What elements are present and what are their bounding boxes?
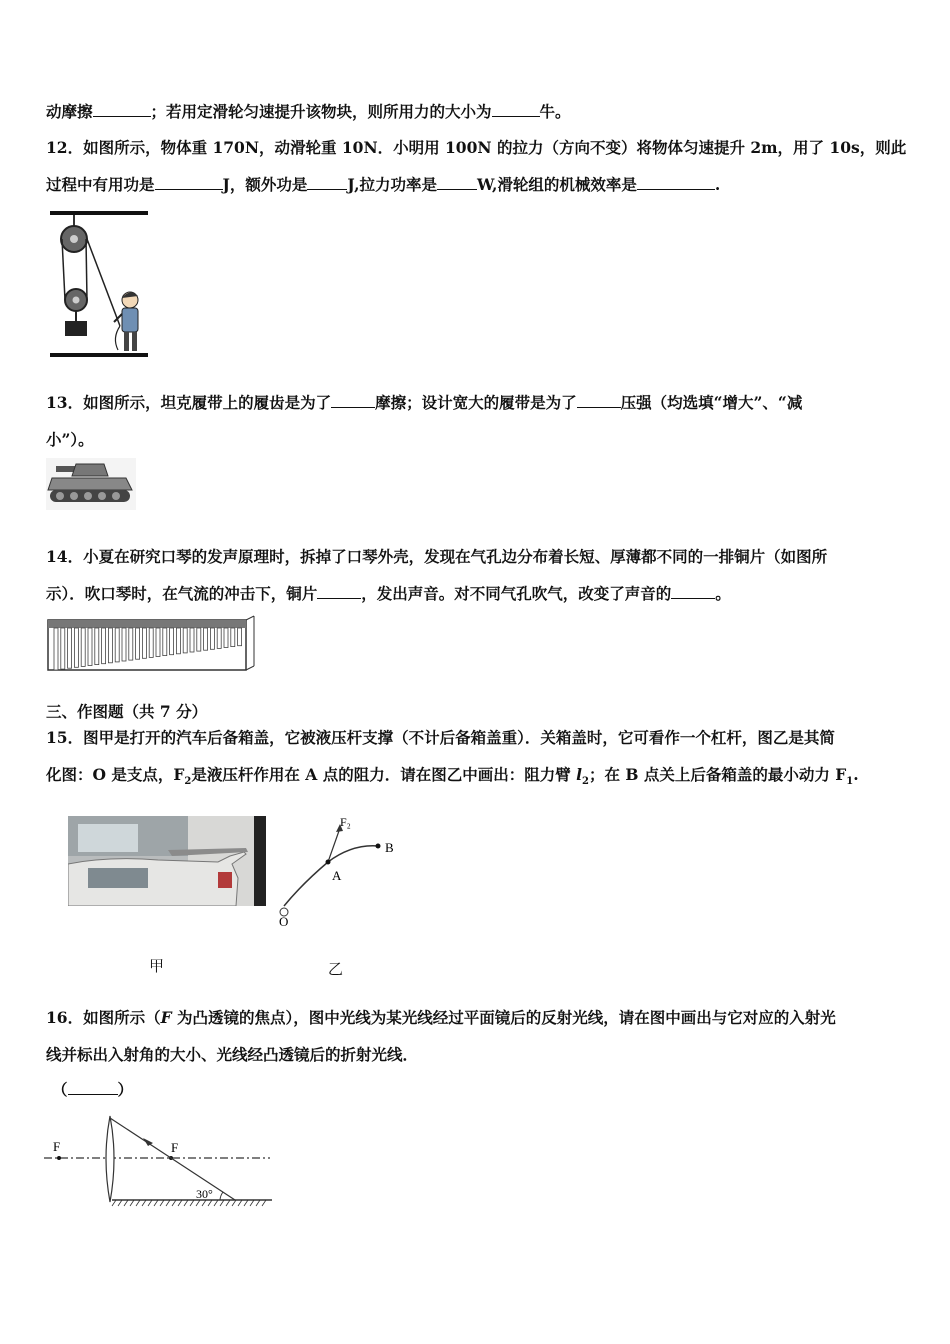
lens-mirror-diagram	[40, 1112, 274, 1208]
hatch-line	[184, 1200, 188, 1206]
q13-text: 13．如图所示，坦克履带上的履齿是为了	[46, 393, 332, 412]
tail-light	[218, 872, 232, 888]
reed	[183, 628, 187, 653]
reed	[238, 628, 242, 646]
q11-tail-line	[46, 102, 571, 122]
q13-line-2: 小”）。	[46, 430, 94, 449]
hatch-line	[148, 1200, 152, 1206]
tank-wheel	[56, 492, 64, 500]
hatch-line	[142, 1200, 146, 1206]
label-a: A	[332, 868, 342, 883]
point-a[interactable]	[326, 860, 331, 865]
answer-blank[interactable]	[307, 175, 347, 190]
convex-lens[interactable]	[106, 1116, 114, 1202]
paren-open: （	[52, 1080, 68, 1099]
hatch-line	[172, 1200, 176, 1206]
q14-text: ，发出声音。对不同气孔吹气，改变了声音的	[361, 584, 672, 603]
reed	[129, 628, 133, 660]
answer-blank[interactable]	[155, 175, 223, 190]
label-f-right: F	[171, 1140, 179, 1155]
hatch-line	[244, 1200, 248, 1206]
answer-blank[interactable]	[93, 102, 151, 117]
q15-text: 是液压杆作用在 A 点的阻力．请在图乙中画出：阻力臂	[191, 765, 577, 784]
reed	[217, 628, 221, 648]
q12-text: 过程中有用功是	[46, 175, 155, 194]
q11-text: 牛。	[539, 102, 571, 121]
reed	[74, 628, 78, 667]
mirror-hatching	[112, 1200, 266, 1206]
car-window	[88, 868, 148, 888]
answer-blank[interactable]	[492, 102, 540, 117]
load-block	[65, 321, 87, 336]
answer-blank[interactable]	[671, 584, 715, 599]
hatch-line	[118, 1200, 122, 1206]
reed	[88, 628, 92, 666]
hatch-line	[166, 1200, 170, 1206]
floor-bar	[50, 353, 148, 357]
q16-answer-slot	[52, 1080, 133, 1100]
caption-jia: 甲	[149, 957, 165, 975]
reed	[170, 628, 174, 655]
angle-arc	[220, 1192, 223, 1200]
answer-blank[interactable]	[437, 175, 477, 190]
label-b: B	[385, 840, 394, 855]
pull-rope	[87, 239, 120, 326]
q15-subscript: 2	[581, 776, 589, 788]
lever-diagram	[272, 810, 402, 930]
rope	[86, 239, 87, 300]
q14-text: 。	[715, 584, 731, 603]
hatch-line	[232, 1200, 236, 1206]
hatch-line	[190, 1200, 194, 1206]
q13-text: 压强（均选填“增大”、“减	[620, 393, 803, 412]
tank-wheel	[84, 492, 92, 500]
reed-group	[54, 628, 242, 670]
q12-line-1: 12．如图所示，物体重 170N，动滑轮重 10N．小明用 100N 的拉力（方向不变）将物体匀速提升 2m，用了 10s，则此	[46, 138, 907, 157]
frame-edge	[246, 616, 254, 620]
hatch-line	[154, 1200, 158, 1206]
hatch-line	[160, 1200, 164, 1206]
q16-line-2: 线并标出入射角的大小、光线经凸透镜后的折射光线．	[46, 1045, 419, 1064]
hatch-line	[256, 1200, 260, 1206]
label-angle: 30°	[196, 1187, 213, 1201]
reed	[61, 628, 65, 669]
q15-italic-l: l	[576, 765, 582, 784]
reed-comb	[48, 620, 246, 628]
reed	[204, 628, 208, 650]
q11-text: ；若用定滑轮匀速提升该物块，则所用力的大小为	[150, 102, 492, 121]
q15-subscript: 1	[846, 776, 854, 788]
hatch-line	[262, 1200, 266, 1206]
frame-edge	[246, 666, 254, 670]
movable-pulley-axle	[73, 297, 80, 304]
hatch-line	[112, 1200, 116, 1206]
answer-blank[interactable]	[331, 393, 375, 408]
hatch-line	[214, 1200, 218, 1206]
q14-line-1: 14．小夏在研究口琴的发声原理时，拆掉了口琴外壳，发现在气孔边分布着长短、厚薄都不同的一排铜片（如图所	[46, 547, 828, 566]
person-leg	[132, 332, 137, 351]
q16-line-1	[46, 1008, 836, 1028]
reed	[149, 628, 153, 657]
dark-edge	[254, 816, 266, 906]
q12-text: J，额外功是	[222, 175, 308, 194]
harmonica-reed-figure	[46, 614, 258, 674]
hatch-line	[250, 1200, 254, 1206]
reed	[197, 628, 201, 651]
q12-text: J,拉力功率是	[347, 175, 437, 194]
paren-close: ）	[117, 1080, 134, 1099]
q14-line-2	[46, 584, 731, 604]
label-f-left: F	[53, 1139, 61, 1154]
rope-end	[115, 326, 120, 350]
answer-blank[interactable]	[577, 393, 621, 408]
tank-wheel	[112, 492, 120, 500]
label-f2: F₂	[340, 815, 351, 829]
hatch-line	[238, 1200, 242, 1206]
q15-line-1: 15．图甲是打开的汽车后备箱盖，它被液压杆支撑（不计后备箱盖重）．关箱盖时，它可看作一个杠杆，图乙是其简	[46, 728, 835, 747]
tank-hull	[48, 478, 132, 490]
q12-text: .	[714, 175, 721, 194]
person-body	[122, 308, 138, 332]
window	[78, 824, 138, 852]
caption-yi: 乙	[328, 960, 344, 978]
reed	[190, 628, 194, 652]
hatch-line	[178, 1200, 182, 1206]
reed	[102, 628, 106, 664]
ceiling-bar	[50, 211, 148, 215]
reed	[142, 628, 146, 658]
reed	[231, 628, 235, 647]
q12-line-2	[46, 175, 720, 195]
reed	[210, 628, 214, 649]
fixed-pulley-axle	[70, 235, 78, 243]
hatch-line	[124, 1200, 128, 1206]
q15-subscript: 2	[184, 776, 192, 788]
answer-blank[interactable]	[317, 584, 361, 599]
section-3-title: 三、作图题（共 7 分）	[46, 702, 208, 721]
tank-turret	[72, 464, 108, 476]
reed	[95, 628, 99, 665]
hatch-line	[130, 1200, 134, 1206]
hatch-line	[220, 1200, 224, 1206]
force-f2-line	[328, 828, 340, 862]
reed	[163, 628, 167, 656]
q16-italic-f: F	[160, 1008, 172, 1027]
q14-text: 示）．吹口琴时，在气流的冲击下，铜片	[46, 584, 318, 603]
reed	[115, 628, 119, 662]
hatch-line	[136, 1200, 140, 1206]
reed	[122, 628, 126, 661]
reed	[54, 628, 58, 670]
reflected-ray[interactable]	[110, 1118, 235, 1200]
reed	[224, 628, 228, 648]
reed	[136, 628, 140, 659]
q13-text: 摩擦；设计宽大的履带是为了	[375, 393, 577, 412]
q16-text: 16．如图所示（	[46, 1008, 161, 1027]
q15-line-2	[46, 765, 859, 792]
reed	[81, 628, 85, 666]
focus-left	[57, 1156, 61, 1160]
hatch-line	[226, 1200, 230, 1206]
answer-blank[interactable]	[637, 175, 715, 190]
answer-blank[interactable]	[68, 1080, 118, 1095]
tank-figure	[46, 458, 136, 510]
reed	[108, 628, 112, 663]
label-o: O	[279, 914, 289, 929]
q15-text: .	[853, 765, 859, 784]
point-b[interactable]	[376, 844, 381, 849]
car-trunk-photo	[68, 816, 266, 906]
q13-line-1	[46, 393, 802, 413]
reed	[176, 628, 180, 654]
q11-text: 动摩擦	[46, 102, 93, 121]
q15-text: ；在 B 点关上后备箱盖的最小动力 F	[588, 765, 847, 784]
reed	[156, 628, 160, 657]
q16-text: 为凸透镜的焦点），图中光线为某光线经过平面镜后的反射光线，请在图中画出与它对应的入射光	[171, 1008, 836, 1027]
q12-text: W,滑轮组的机械效率是	[476, 175, 637, 194]
tank-wheel	[98, 492, 106, 500]
pulley-figure	[48, 208, 152, 363]
tank-wheel	[70, 492, 78, 500]
q15-text: 化图：O 是支点，F	[46, 765, 185, 784]
reed	[68, 628, 72, 668]
person-leg	[124, 332, 129, 351]
